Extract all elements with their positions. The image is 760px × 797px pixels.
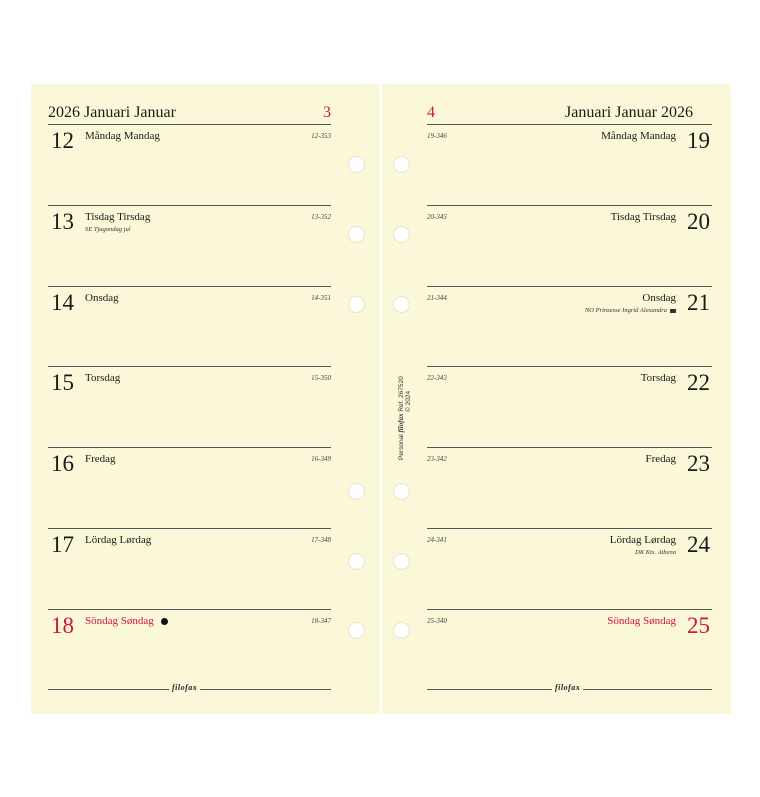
day-row[interactable] <box>48 125 331 206</box>
day-of-year: 19-346 <box>427 132 447 140</box>
day-row[interactable] <box>427 287 712 368</box>
day-of-year: 12-353 <box>311 132 331 140</box>
binder-hole <box>348 553 365 570</box>
day-name: Fredag <box>645 453 676 465</box>
day-number: 12 <box>51 128 74 153</box>
day-name: Onsdag <box>642 292 676 304</box>
day-row[interactable] <box>48 610 331 691</box>
holiday-note-text: NO Prinsesse Ingrid Alexandra <box>584 307 667 314</box>
day-number: 19 <box>687 128 710 153</box>
day-name: Fredag <box>85 453 116 465</box>
spine-imprint <box>398 342 412 460</box>
day-row[interactable] <box>48 367 331 448</box>
day-of-year: 22-343 <box>427 374 447 382</box>
day-row[interactable] <box>427 610 712 691</box>
day-of-year: 24-341 <box>427 536 447 544</box>
day-of-year: 23-342 <box>427 455 447 463</box>
binder-hole <box>393 553 410 570</box>
day-name: Tisdag Tirsdag <box>610 211 676 223</box>
right-page-title: Januari Januar 2026 <box>565 104 693 121</box>
day-row[interactable] <box>48 206 331 287</box>
day-row[interactable] <box>427 125 712 206</box>
filofax-logo: filofax <box>169 683 200 692</box>
day-name: Torsdag <box>85 372 121 384</box>
day-of-year: 21-344 <box>427 294 447 302</box>
spine-size: Personal <box>398 434 405 460</box>
spine-brand: filofax <box>397 413 405 433</box>
day-number: 17 <box>51 532 74 557</box>
day-name: Måndag Mandag <box>601 130 676 142</box>
day-number: 14 <box>51 290 74 315</box>
day-of-year: 15-350 <box>311 374 331 382</box>
day-row[interactable] <box>427 529 712 610</box>
day-number: 22 <box>687 370 710 395</box>
new-moon-icon <box>161 618 168 625</box>
day-name: Onsdag <box>85 292 119 304</box>
day-name: Lördag Lørdag <box>609 534 676 546</box>
day-of-year: 20-345 <box>427 213 447 221</box>
filofax-logo: filofax <box>552 683 583 692</box>
day-name: Tisdag Tirsdag <box>85 211 151 223</box>
day-of-year: 17-348 <box>311 536 331 544</box>
day-of-year: 25-340 <box>427 617 447 625</box>
spine-copyright: © 2024 <box>405 390 412 412</box>
left-week-number: 3 <box>323 104 331 121</box>
day-row[interactable] <box>427 448 712 529</box>
binder-hole <box>348 622 365 639</box>
day-name: Lördag Lørdag <box>85 534 152 546</box>
flag-icon <box>670 309 676 313</box>
day-number-sunday: 25 <box>687 613 710 638</box>
holiday-note <box>585 307 676 314</box>
spine-ref: Ref. 267520 <box>398 376 405 412</box>
day-number: 20 <box>687 209 710 234</box>
day-number: 15 <box>51 370 74 395</box>
day-number: 13 <box>51 209 74 234</box>
binder-hole <box>348 483 365 500</box>
day-row[interactable] <box>48 448 331 529</box>
binder-hole <box>348 156 365 173</box>
binder-hole <box>393 156 410 173</box>
holiday-note: SE Tjugondag jul <box>85 226 131 233</box>
day-number: 24 <box>687 532 710 557</box>
spine-text <box>398 376 412 460</box>
left-page <box>31 84 380 714</box>
day-of-year: 18-347 <box>311 617 331 625</box>
day-name: Torsdag <box>640 372 676 384</box>
day-name-sunday: Söndag Søndag <box>85 615 154 627</box>
day-number: 23 <box>687 451 710 476</box>
binder-hole <box>348 296 365 313</box>
day-number: 21 <box>687 290 710 315</box>
binder-hole <box>393 296 410 313</box>
day-of-year: 14-351 <box>311 294 331 302</box>
day-number: 16 <box>51 451 74 476</box>
day-name: Måndag Mandag <box>85 130 160 142</box>
day-row[interactable] <box>427 367 712 448</box>
binder-hole <box>393 622 410 639</box>
right-page <box>382 84 731 714</box>
right-week-number: 4 <box>427 104 435 121</box>
binder-hole <box>393 226 410 243</box>
day-row[interactable] <box>48 529 331 610</box>
left-page-title: 2026 Januari Januar <box>48 104 176 121</box>
binder-hole <box>348 226 365 243</box>
day-number-sunday: 18 <box>51 613 74 638</box>
day-name-sunday: Söndag Søndag <box>607 615 676 627</box>
day-row[interactable] <box>427 206 712 287</box>
holiday-note: DK Kts. Athena <box>635 549 676 556</box>
day-row[interactable] <box>48 287 331 368</box>
day-of-year: 13-352 <box>311 213 331 221</box>
binder-hole <box>393 483 410 500</box>
day-of-year: 16-349 <box>311 455 331 463</box>
